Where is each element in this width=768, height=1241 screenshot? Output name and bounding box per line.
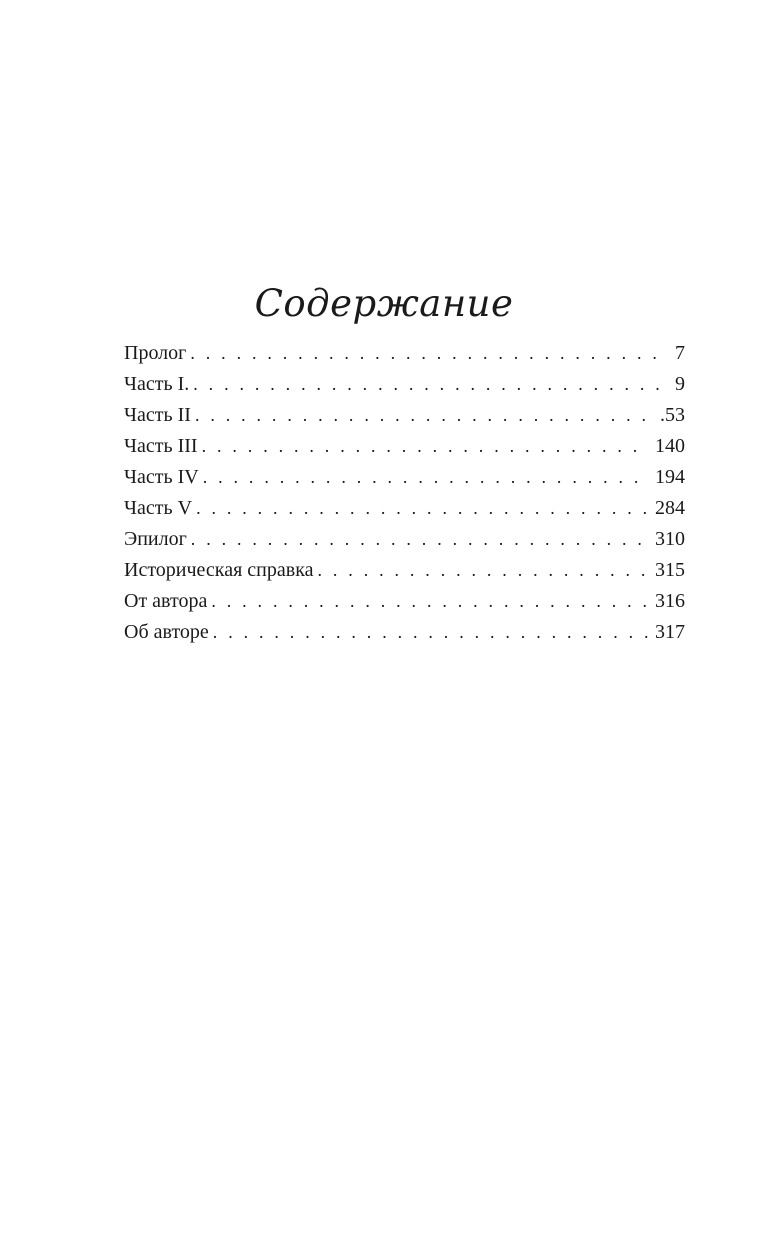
- toc-entry-about-author: [124, 617, 685, 648]
- toc-page-number: 317: [655, 621, 685, 643]
- toc-entry-from-author: [124, 586, 685, 617]
- toc-page-number: 194: [655, 466, 685, 488]
- table-of-contents: [124, 338, 685, 648]
- toc-entry-part-1: [124, 369, 685, 400]
- toc-entry-part-2: [124, 400, 685, 431]
- toc-entry-label: Часть IV: [124, 466, 199, 488]
- toc-page-number: 315: [655, 559, 685, 581]
- toc-dot-leader: [195, 400, 654, 431]
- toc-page-number: .53: [660, 404, 685, 426]
- toc-page-number: 140: [655, 435, 685, 457]
- toc-page-number: 9: [675, 373, 685, 395]
- toc-entry-part-3: [124, 431, 685, 462]
- toc-page-number: 310: [655, 528, 685, 550]
- toc-entry-label: Часть I.: [124, 373, 190, 395]
- toc-entry-historical-note: [124, 555, 685, 586]
- toc-entry-prologue: [124, 338, 685, 369]
- toc-entry-label: Часть III: [124, 435, 198, 457]
- toc-dot-leader: [203, 462, 649, 493]
- toc-dot-leader: [318, 555, 650, 586]
- toc-dot-leader: [193, 369, 669, 400]
- toc-dot-leader: [190, 338, 669, 369]
- toc-dot-leader: [211, 586, 649, 617]
- toc-page-number: 316: [655, 590, 685, 612]
- toc-page-number: 284: [655, 497, 685, 519]
- toc-entry-epilogue: [124, 524, 685, 555]
- toc-dot-leader: [213, 617, 649, 648]
- toc-entry-label: Историческая справка: [124, 559, 314, 581]
- toc-entry-label: Часть II: [124, 404, 191, 426]
- toc-dot-leader: [202, 431, 649, 462]
- toc-page-number: 7: [675, 342, 685, 364]
- page-title: Содержание: [254, 282, 514, 325]
- toc-entry-label: Часть V: [124, 497, 193, 519]
- toc-dot-leader: [196, 493, 649, 524]
- toc-entry-part-5: [124, 493, 685, 524]
- toc-entry-label: Об авторе: [124, 621, 209, 643]
- toc-entry-label: Эпилог: [124, 528, 187, 550]
- toc-entry-label: Пролог: [124, 342, 187, 364]
- toc-dot-leader: [191, 524, 649, 555]
- toc-entry-part-4: [124, 462, 685, 493]
- toc-entry-label: От автора: [124, 590, 208, 612]
